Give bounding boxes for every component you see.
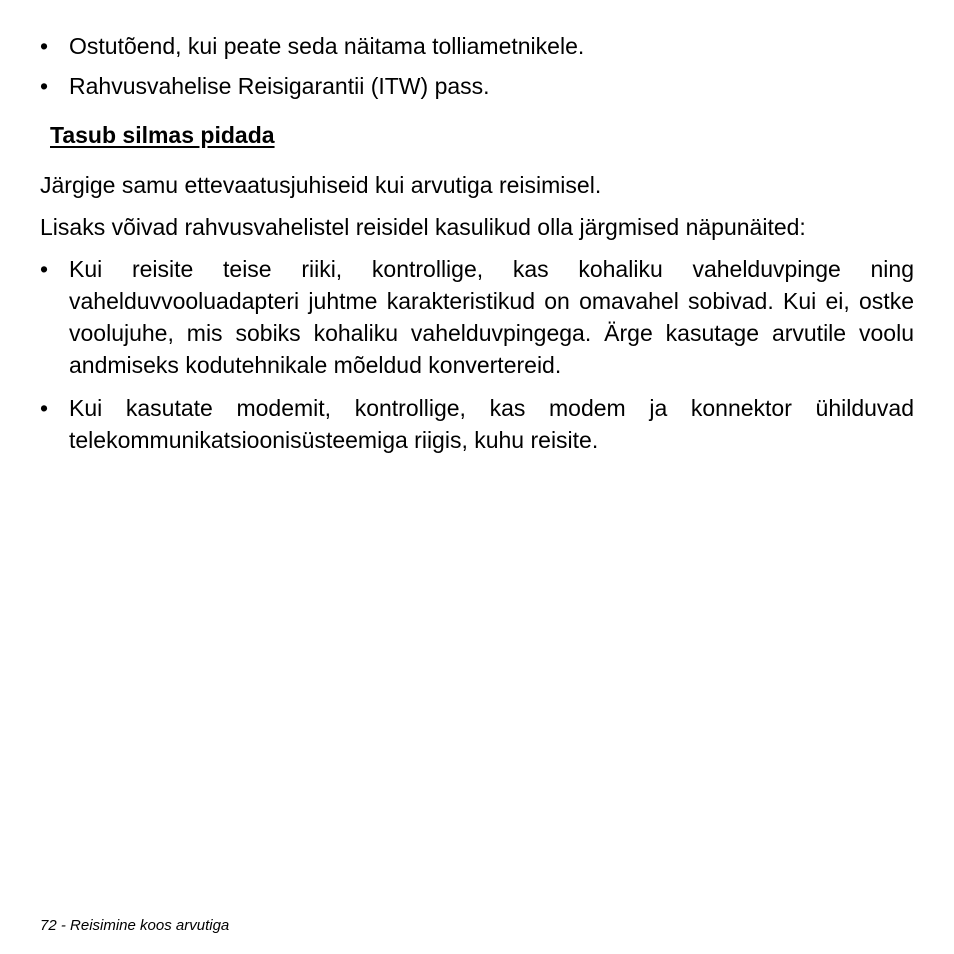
- list-item-text: Kui kasutate modemit, kontrollige, kas modem ja konnektor ühilduvad telekommunikatsioonisüsteemiga riigis, kuhu reisite.: [69, 395, 914, 453]
- bullet-icon: •: [40, 73, 49, 99]
- list-item-text: Ostutõend, kui peate seda näitama tolliametnikele.: [69, 33, 585, 59]
- document-page: [40, 30, 914, 467]
- page-footer: 72 - Reisimine koos arvutiga: [40, 917, 230, 934]
- list-item: [40, 253, 914, 381]
- list-item: [40, 30, 914, 62]
- list-item: [40, 70, 914, 102]
- tips-bullet-list: [40, 253, 914, 456]
- section-heading: Tasub silmas pidada: [50, 122, 275, 148]
- intro-paragraph: Järgige samu ettevaatusjuhiseid kui arvutiga reisimisel.: [40, 172, 602, 198]
- list-item-text: Kui reisite teise riiki, kontrollige, kas kohaliku vahelduvpinge ning vahelduvvooluadapteri juhtme karakteristikud on omavahel sobivad. Kui ei, ostke voolujuhe, mis sobiks kohaliku vahelduvpingega. Ärge kasutage arvutile voolu andmiseks kodutehnikale mõeldud konvertereid.: [69, 256, 914, 378]
- bullet-icon: •: [40, 256, 49, 282]
- bullet-icon: •: [40, 33, 49, 59]
- tips-intro-paragraph: Lisaks võivad rahvusvahelistel reisidel kasulikud olla järgmised näpunäited:: [40, 214, 806, 240]
- top-bullet-list: [40, 30, 914, 102]
- list-item: [40, 392, 914, 456]
- list-item-text: Rahvusvahelise Reisigarantii (ITW) pass.: [69, 73, 490, 99]
- bullet-icon: •: [40, 395, 49, 421]
